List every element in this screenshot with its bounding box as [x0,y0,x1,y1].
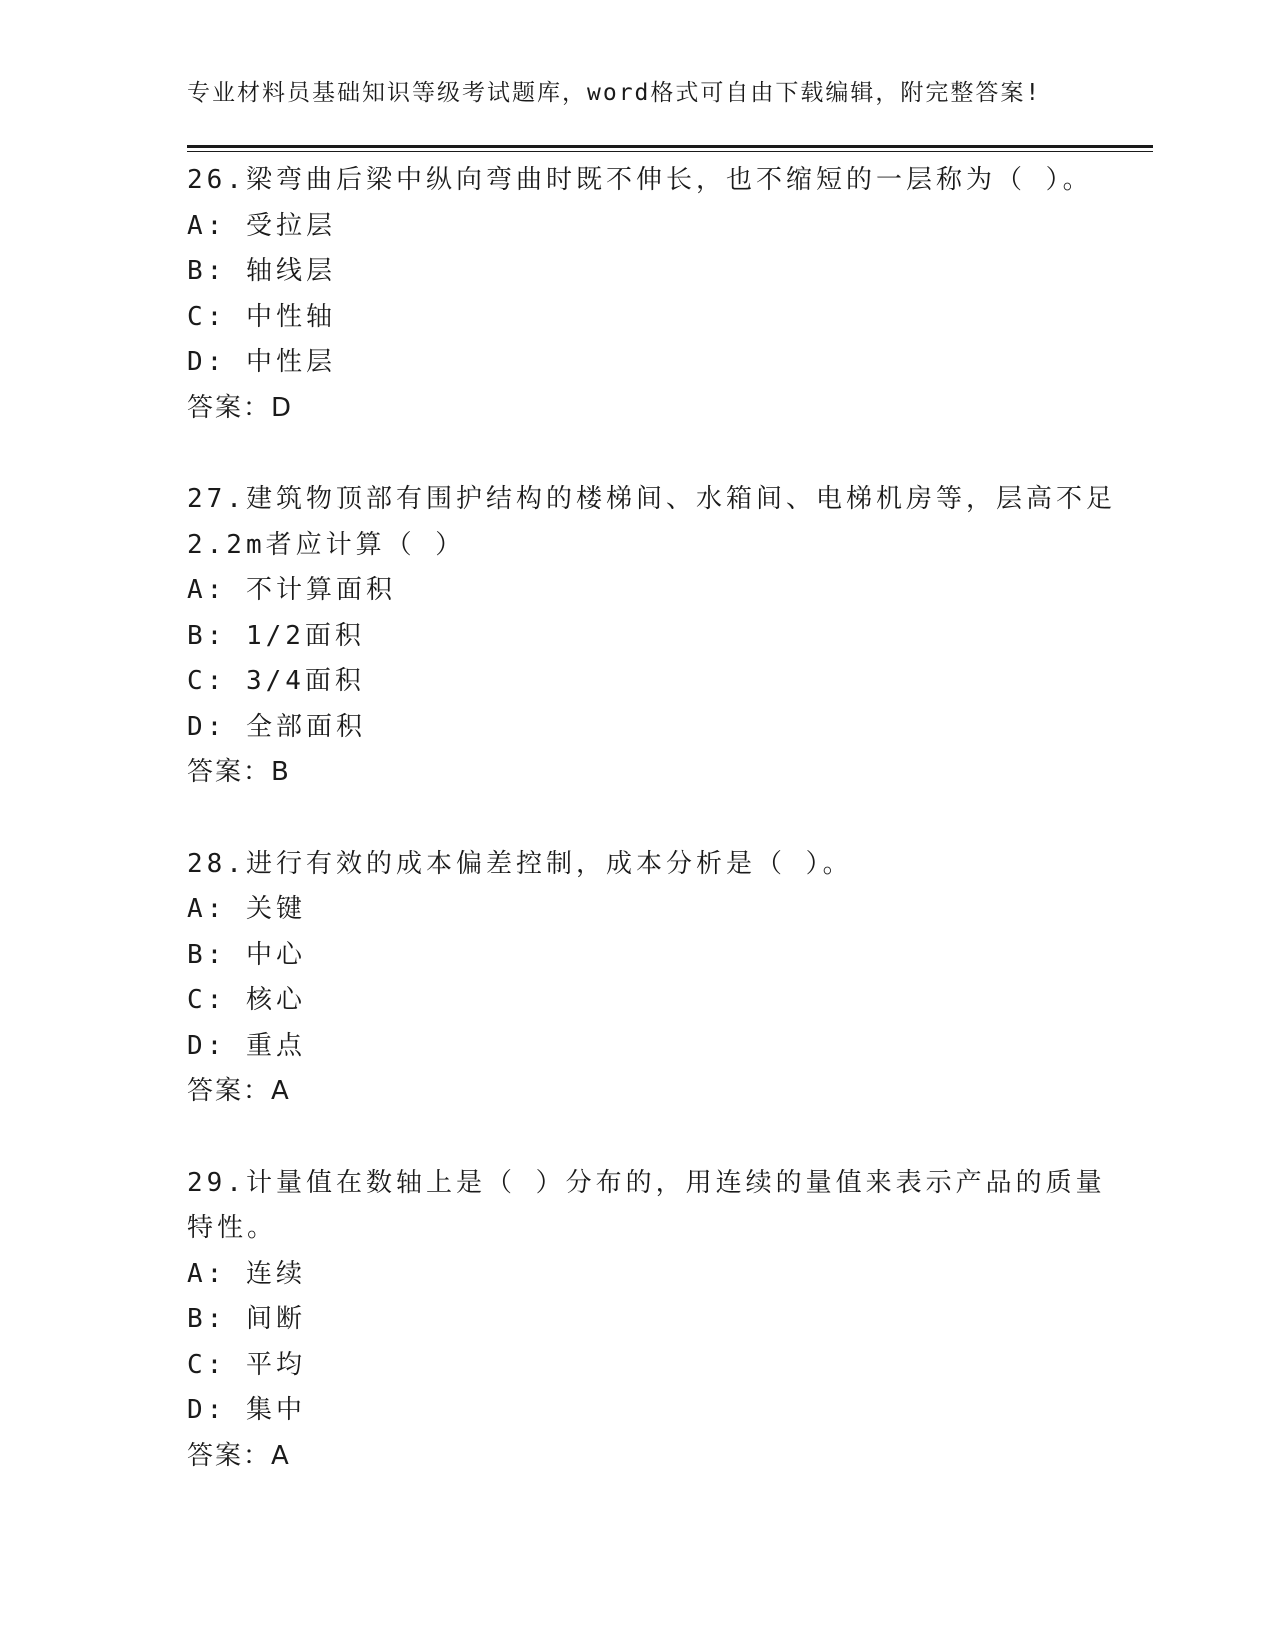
option-a: A: 连续 [187,1258,306,1289]
question-stem: 28.进行有效的成本偏差控制，成本分析是（ ）。 [187,848,853,879]
option-a: A: 关键 [187,894,306,924]
answer: 答案：D [187,392,294,423]
header-rule-thick [187,145,1153,148]
question-stem: 26.梁弯曲后梁中纵向弯曲时既不伸长，也不缩短的一层称为（ ）。 [187,165,1093,195]
answer: 答案：A [187,1076,291,1106]
option-b: B: 1/2面积 [187,620,365,651]
option-a: A: 不计算面积 [187,575,396,605]
question-stem: 29.计量值在数轴上是（ ）分布的，用连续的量值来表示产品的质量 [187,1167,1106,1198]
header-rule-thin [187,151,1153,152]
option-b: B: 中心 [187,939,306,970]
option-b: B: 轴线层 [187,256,336,286]
answer: 答案：B [187,757,291,787]
option-d: D: 集中 [187,1395,306,1425]
option-d: D: 中性层 [187,347,336,377]
question-28 [187,842,1117,1115]
option-c: C: 平均 [187,1349,306,1380]
question-stem-continued: 2.2m者应计算（ ） [187,529,466,560]
option-b: B: 间断 [187,1304,306,1334]
question-stem-continued: 特性。 [187,1213,278,1243]
page-header: 专业材料员基础知识等级考试题库，word格式可自由下载编辑，附完整答案! [187,80,1042,106]
option-c: C: 核心 [187,985,306,1015]
option-c: C: 中性轴 [187,301,336,332]
option-d: D: 重点 [187,1030,306,1061]
question-stem: 27.建筑物顶部有围护结构的楼梯间、水箱间、电梯机房等，层高不足 [187,484,1116,514]
option-d: D: 全部面积 [187,711,366,742]
question-26 [187,158,1117,431]
question-29 [187,1161,1117,1480]
question-27 [187,477,1117,796]
option-c: C: 3/4面积 [187,666,365,696]
option-a: A: 受拉层 [187,210,336,241]
answer: 答案：A [187,1440,291,1471]
question-list [187,158,1117,1525]
